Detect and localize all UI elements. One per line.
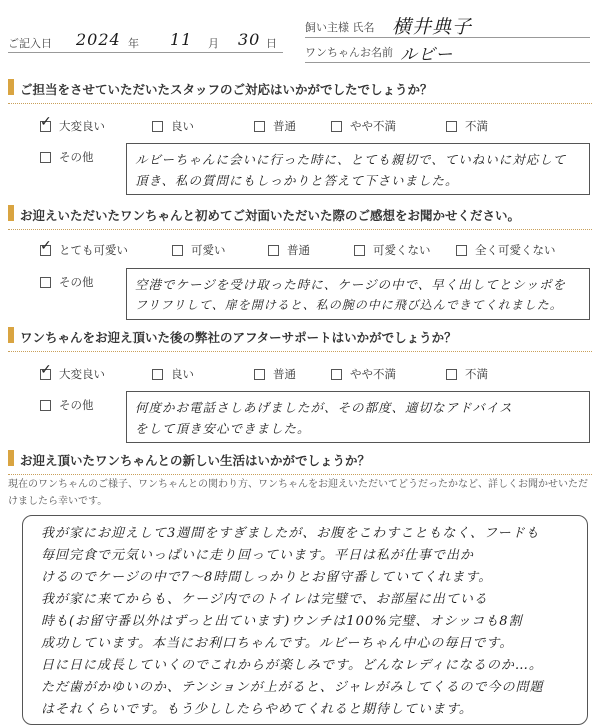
q2-option-cute[interactable]: 可愛い [172,242,226,258]
question-1-title: ご担当をさせていただいたスタッフのご対応はいかがでしたでしょうか？ [20,82,433,97]
q2-comment-line: 空港でケージを受け取った時に、ケージの中で、早く出してとシッポを [135,277,567,292]
q4-comment-line: はそれくらいです。もう少ししたらやめてくれると期待しています。 [41,702,473,717]
q1-option-somewhat-unsatisfied[interactable]: やや不満 [331,118,396,134]
checkbox-icon[interactable] [40,400,51,411]
checkbox-icon[interactable] [354,245,365,256]
checkbox-checked-icon[interactable] [40,369,51,380]
checkbox-checked-icon[interactable] [40,245,51,256]
date-year[interactable]: 2024 [76,30,121,49]
q3-option-neutral[interactable]: 普通 [254,366,296,382]
q1-option-neutral[interactable]: 普通 [254,118,296,134]
checkbox-icon[interactable] [254,369,265,380]
q3-comment-line: をして頂き安心できました。 [135,421,311,436]
owner-name-value[interactable]: 横井典子 [392,16,473,38]
q3-option-good[interactable]: 良い [152,366,194,382]
q2-option-neutral[interactable]: 普通 [268,242,310,258]
q2-option-not-cute-at-all[interactable]: 全く可愛くない [456,242,556,258]
question-2-marker [8,205,14,221]
checkbox-icon[interactable] [172,245,183,256]
q2-comment-line: フリフリして、扉を開けると、私の腕の中に飛び込んできてくれました。 [135,298,563,312]
question-1-divider [8,103,592,104]
question-4-divider [8,474,592,475]
question-3-title: ワンちゃんをお迎え頂いた後の弊社のアフターサポートはいかがでしょうか？ [20,330,457,345]
q2-option-other[interactable]: その他 [40,274,94,290]
checkbox-icon[interactable] [152,121,163,132]
q3-option-unsatisfied[interactable]: 不満 [446,366,488,382]
checkbox-icon[interactable] [331,121,342,132]
q4-comment-line: 時も(お留守番以外はずっと出ています)ウンチは100%完璧、オシッコも8割 [41,614,523,629]
q1-option-other[interactable]: その他 [40,149,94,165]
date-day-unit: 日 [266,37,277,50]
checkbox-icon[interactable] [331,369,342,380]
q4-comment-box[interactable] [22,515,588,725]
q1-comment-line: 頂き、私の質問にもしっかりと答えて下さいました。 [135,173,459,188]
date-month-unit: 月 [208,37,219,50]
q3-option-very-good[interactable]: ✓ 大変良い [40,366,105,382]
q2-option-not-cute[interactable]: 可愛くない [354,242,431,258]
date-underline [8,52,283,53]
question-2-divider [8,229,592,230]
date-month[interactable]: 11 [170,30,193,49]
q1-option-good[interactable]: 良い [152,118,194,134]
question-1-marker [8,79,14,95]
q3-option-other[interactable]: その他 [40,397,94,413]
date-label: ご記入日 [8,37,52,50]
q4-comment-line: 我が家にお迎えして3週間をすぎましたが、お腹をこわすこともなく、フードも [41,526,540,541]
q3-comment-box[interactable] [126,391,590,443]
checkbox-icon[interactable] [268,245,279,256]
question-2-title: お迎えいただいたワンちゃんと初めてご対面いただいた際のご感想をお聞かせください。 [20,208,521,223]
checkbox-icon[interactable] [254,121,265,132]
owner-name-underline [305,37,590,38]
q3-option-somewhat-unsatisfied[interactable]: やや不満 [331,366,396,382]
question-3-divider [8,351,592,352]
q4-comment-line: けるのでケージの中で7〜8時間しっかりとお留守番していてくれます。 [41,570,493,585]
q4-comment-line: 成功しています。本当にお利口ちゃんです。ルビーちゃん中心の毎日です。 [41,636,514,651]
q2-comment-box[interactable] [126,268,590,320]
checkbox-icon[interactable] [446,121,457,132]
owner-name-label: 飼い主様 氏名 [305,21,375,34]
q1-option-very-good[interactable]: ✓ 大変良い [40,118,105,134]
question-4-marker [8,450,14,466]
dog-name-label: ワンちゃんお名前 [305,46,393,59]
checkbox-icon[interactable] [446,369,457,380]
question-4-title: お迎え頂いたワンちゃんとの新しい生活はいかがでしょうか？ [20,453,371,468]
date-day[interactable]: 30 [238,30,261,49]
q3-comment-line: 何度かお電話さしあげましたが、その都度、適切なアドバイス [135,400,513,415]
checkbox-checked-icon[interactable] [40,121,51,132]
dog-name-underline [305,62,590,63]
date-year-unit: 年 [128,37,139,50]
q4-comment-line: 我が家に来てからも、ケージ内でのトイレは完璧で、お部屋に出ている [41,592,488,607]
q1-comment-line: ルビーちゃんに会いに行った時に、とても親切で、ていねいに対応して [135,152,567,167]
checkbox-icon[interactable] [456,245,467,256]
checkbox-icon[interactable] [40,277,51,288]
q2-option-very-cute[interactable]: ✓ とても可愛い [40,242,128,258]
q1-comment-box[interactable] [126,143,590,195]
q4-comment-line: 毎回完食で元気いっぱいに走り回っています。平日は私が仕事で出か [41,548,474,563]
q4-comment-line: ただ歯がかゆいのか、テンションが上がると、ジャレがみしてくるので今の問題 [41,680,544,695]
checkbox-icon[interactable] [152,369,163,380]
q4-comment-line: 日に日に成長していくのでこれからが楽しみです。どんなレディになるのか…。 [41,658,543,673]
dog-name-value[interactable]: ルビー [400,45,454,65]
question-3-marker [8,327,14,343]
question-4-description: 現在のワンちゃんのご様子、ワンちゃんとの関わり方、ワンちゃんをお迎えいただいてどうだったかなど、詳しくお聞かせいただけましたら幸いです。 [8,479,588,507]
checkbox-icon[interactable] [40,152,51,163]
q1-option-unsatisfied[interactable]: 不満 [446,118,488,134]
